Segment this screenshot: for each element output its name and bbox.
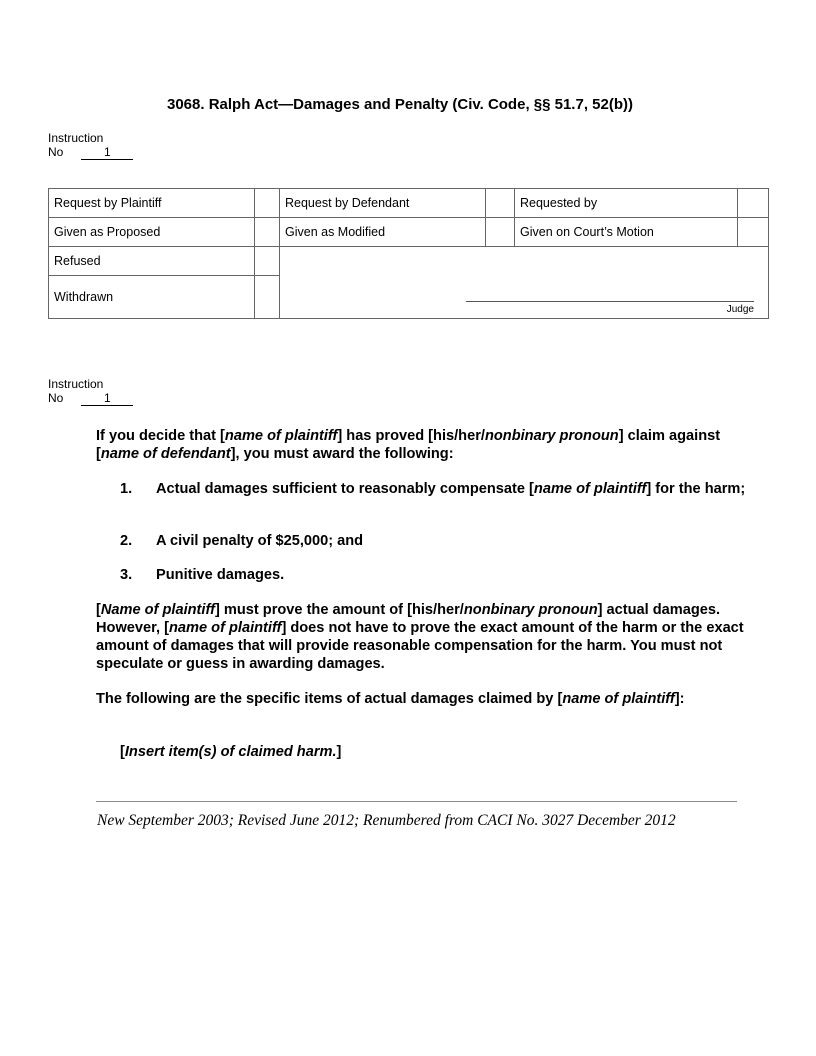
request-by-defendant-checkbox[interactable] [486, 189, 515, 218]
placeholder-name-of-plaintiff: name of plaintiff [533, 481, 647, 497]
given-on-courts-motion-checkbox[interactable] [738, 218, 769, 247]
given-on-courts-motion-label: Given on Court’s Motion [515, 218, 738, 247]
text-run: ] for the harm; [646, 481, 746, 497]
request-table [48, 188, 769, 319]
damages-item-1 [96, 480, 746, 498]
instruction-no-label: No [48, 145, 64, 159]
withdrawn-checkbox[interactable] [255, 276, 280, 319]
judge-label: Judge [726, 304, 754, 315]
request-by-plaintiff-label: Request by Plaintiff [49, 189, 255, 218]
given-as-modified-label: Given as Modified [280, 218, 486, 247]
requested-by-label: Requested by [515, 189, 738, 218]
item-number: 2. [120, 533, 133, 549]
text-run: ] actual damages. However, [ [96, 602, 721, 636]
given-as-modified-checkbox[interactable] [486, 218, 515, 247]
instruction-no-value: 1 [81, 392, 133, 406]
item-number: 1. [120, 481, 133, 497]
refused-checkbox[interactable] [255, 247, 280, 276]
requested-by-checkbox[interactable] [738, 189, 769, 218]
text-run: ] does not have to prove the exact amount of the harm or the exact amount of damages that will provide reasonable compensation for the harm. You must not speculate or guess in awarding damages. [96, 620, 744, 672]
judge-signature-line[interactable] [466, 301, 754, 302]
withdrawn-label: Withdrawn [49, 276, 255, 319]
text-run: ], you must award the following: [230, 446, 454, 462]
placeholder-name-of-plaintiff: name of plaintiff [562, 691, 675, 707]
refused-label: Refused [49, 247, 255, 276]
given-as-proposed-checkbox[interactable] [255, 218, 280, 247]
given-as-proposed-label: Given as Proposed [49, 218, 255, 247]
item-number: 3. [120, 567, 133, 583]
history-note: New September 2003; Revised June 2012; Renumbered from CACI No. 3027 December 2012 [97, 812, 676, 829]
text-run: ] has proved [his/her/ [337, 428, 485, 444]
request-by-plaintiff-checkbox[interactable] [255, 189, 280, 218]
text-run: [ [96, 602, 101, 618]
burden-of-proof-paragraph [96, 601, 746, 673]
item-text: Punitive damages. [156, 567, 285, 583]
damages-item-2 [96, 532, 746, 550]
placeholder-pronoun: nonbinary pronoun [484, 428, 619, 444]
text-run: The following are the specific items of actual damages claimed by [ [96, 691, 563, 707]
instruction-intro [96, 427, 746, 463]
instruction-number-bottom [48, 377, 133, 406]
text-run: [ [120, 744, 125, 760]
text-run: If you decide that [ [96, 428, 225, 444]
placeholder-name-of-defendant: name of defendant [100, 446, 231, 462]
placeholder-name-of-plaintiff: name of plaintiff [169, 620, 282, 636]
insert-claimed-harm [120, 743, 770, 761]
instruction-label: Instruction [48, 131, 104, 145]
placeholder-name-of-plaintiff: name of plaintiff [224, 428, 338, 444]
divider [96, 801, 737, 802]
instruction-no-label: No [48, 391, 64, 405]
judge-signature-area [280, 247, 769, 319]
text-run: ]: [674, 691, 685, 707]
placeholder-claimed-harm: Insert item(s) of claimed harm. [124, 744, 337, 760]
page-title: 3068. Ralph Act—Damages and Penalty (Civ. Code, §§ 51.7, 52(b)) [167, 96, 633, 113]
text-run: ] [336, 744, 342, 760]
placeholder-pronoun: nonbinary pronoun [463, 602, 598, 618]
text-run: Actual damages sufficient to reasonably compensate [ [156, 481, 534, 497]
instruction-number-top [48, 131, 133, 160]
instruction-label: Instruction [48, 377, 104, 391]
request-by-defendant-label: Request by Defendant [280, 189, 486, 218]
placeholder-name-of-plaintiff: Name of plaintiff [100, 602, 215, 618]
text-run: ] must prove the amount of [his/her/ [214, 602, 464, 618]
claimed-items-paragraph [96, 690, 746, 708]
damages-item-3 [96, 566, 746, 584]
instruction-no-value: 1 [81, 146, 133, 160]
item-text: A civil penalty of $25,000; and [156, 533, 364, 549]
text-run: ] claim against [ [96, 428, 721, 462]
